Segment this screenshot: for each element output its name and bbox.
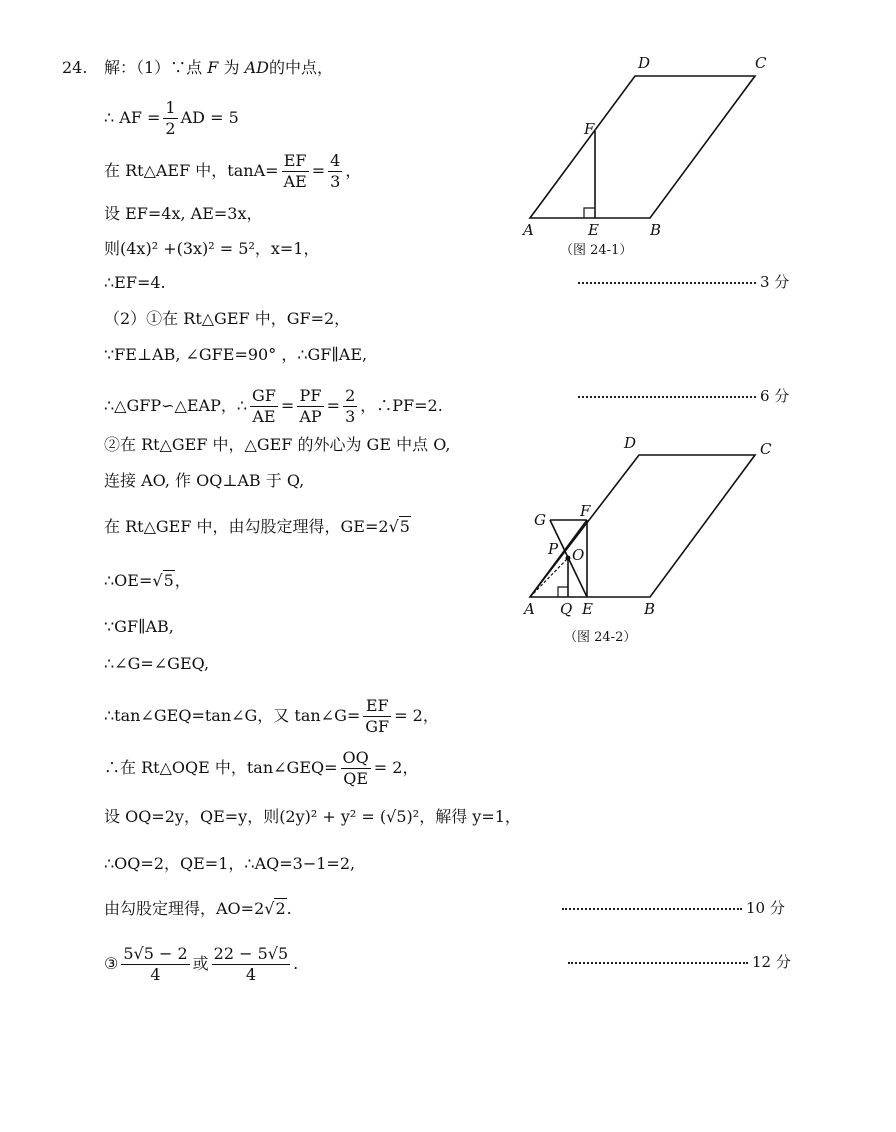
solution-line-9: ∴△GFP∽△EAP，∴ $\frac{GF}{AE}$ = $\frac{PF}{AP}$ = $\frac{2}{3}$ ，∴PF=2.	[104, 386, 443, 426]
label-c: C	[755, 54, 767, 72]
figure-24-2	[520, 430, 790, 650]
solution-line-3: 在 Rt△AEF 中，tanA= $\frac{EF}{AE}$ = $\frac{4}{3}$ ，	[104, 151, 362, 191]
solution-line-5: 则(4x)² +(3x)² = 5²，x=1，	[104, 239, 320, 258]
solution-line-12: 在 Rt△GEF 中，由勾股定理得，GE=2√5	[104, 517, 410, 536]
solution-line-10: ②在 Rt△GEF 中，△GEF 的外心为 GE 中点 O,	[104, 435, 451, 454]
score-marker-3: 10 分	[562, 898, 785, 918]
solution-line-8: ∵FE⊥AB, ∠GFE=90° ，∴GF∥AE,	[104, 345, 368, 364]
solution-line-19: ∴OQ=2，QE=1，∴AQ=3−1=2,	[104, 854, 356, 873]
solution-line-2: ∴ AF = $\frac{1}{2}$ AD = 5	[104, 98, 239, 138]
solution-line-14: ∵GF∥AB,	[104, 617, 174, 636]
label-d: D	[638, 54, 651, 72]
solution-line-15: ∴∠G=∠GEQ,	[104, 654, 210, 673]
label-f: F	[580, 502, 591, 520]
label-c: C	[760, 440, 772, 458]
solution-line-18: 设 OQ=2y，QE=y，则(2y)² + y² = (√5)²，解得 y=1，	[104, 807, 521, 826]
problem-number: 24.	[62, 58, 88, 77]
solution-line-4: 设 EF=4x, AE=3x，	[104, 204, 263, 223]
solution-line-21: ③ $\frac{5√5 - 2}{4}$ 或 $\frac{22 - 5√5}{4}$ .	[104, 944, 299, 984]
point-o	[566, 556, 571, 561]
label-g: G	[534, 511, 546, 529]
score-marker-2: 6 分	[578, 386, 789, 406]
label-b: B	[644, 600, 656, 618]
score-marker-1: 3 分	[578, 272, 789, 292]
parallelogram-abcd	[530, 455, 755, 597]
figure-24-1	[520, 48, 790, 263]
parallelogram-abcd	[530, 76, 755, 218]
solution-line-17: ∴在 Rt△OQE 中，tan∠GEQ= $\frac{OQ}{QE}$ = 2，	[104, 748, 419, 788]
solution-line-13: ∴OE=√5，	[104, 571, 191, 590]
figure-caption-1: （图 24-1）	[560, 243, 633, 258]
label-b: B	[650, 221, 662, 239]
label-d: D	[624, 434, 637, 452]
score-marker-4: 12 分	[568, 952, 791, 972]
solution-line-1: 解：（1）∵点 F 为 AD的中点，	[104, 58, 333, 77]
solution-line-16: ∴tan∠GEQ=tan∠G，又 tan∠G= $\frac{EF}{GF}$ = 2，	[104, 696, 439, 736]
segment-ao	[530, 558, 568, 597]
label-a: A	[523, 221, 534, 239]
label-q: Q	[560, 600, 573, 618]
solution-line-6: ∴EF=4.	[104, 273, 166, 292]
label-p: P	[548, 540, 559, 558]
label-e: E	[582, 600, 593, 618]
label-a: A	[524, 600, 535, 618]
solution-line-11: 连接 AO, 作 OQ⊥AB 于 Q,	[104, 471, 305, 490]
solution-line-7: （2）①在 Rt△GEF 中，GF=2，	[104, 309, 351, 328]
label-f: F	[584, 120, 595, 138]
figure-caption-2: （图 24-2）	[564, 630, 637, 645]
solution-line-20: 由勾股定理得，AO=2√2.	[104, 899, 292, 918]
label-e: E	[588, 221, 599, 239]
label-o: O	[572, 546, 585, 564]
